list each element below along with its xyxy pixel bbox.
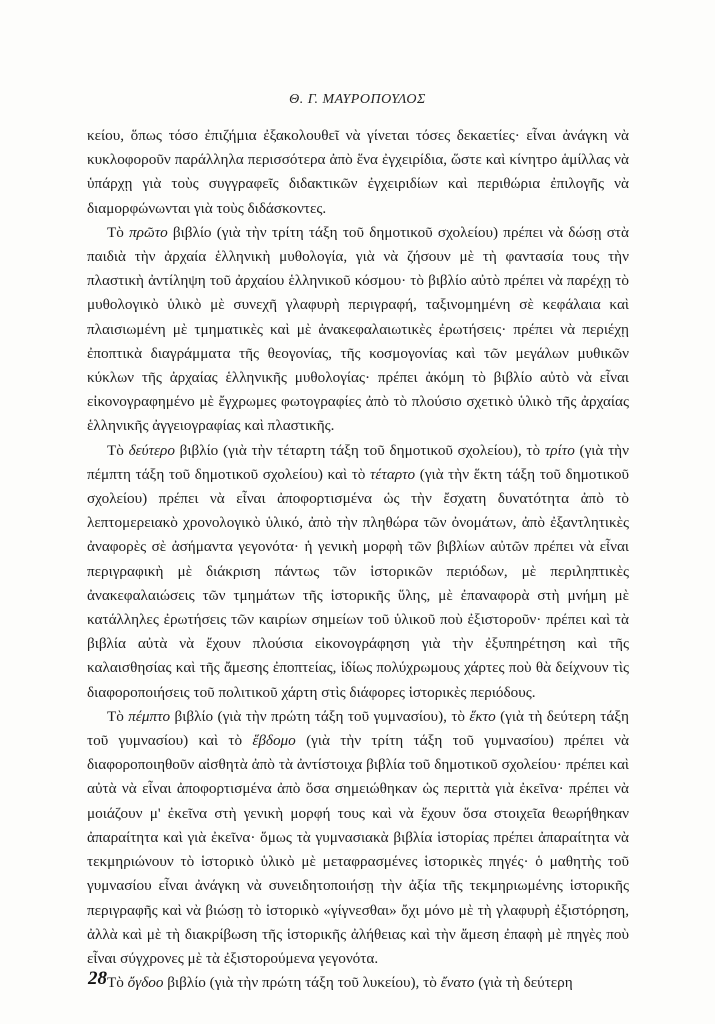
- text-run: κείου, ὅπως τόσο ἐπιζήμια ἐξακολουθεῖ νὰ γίνεται τόσες δεκαετίες· εἶναι ἀνάγκη νὰ κυκλοφοροῦν παράλληλα περισσότερα ἀπὸ ἕνα ἐγχειρίδια, ὥστε καὶ κίνητρο ἁμίλλας νὰ ὑπάρχῃ γιὰ τοὺς συγγραφεῖς διδακτικῶν ἐγχειριδίων καὶ περιθώρια ἐπιλογῆς νὰ διαμορφώνωνται γιὰ τοὺς διδάσκοντες.: [87, 127, 629, 217]
- emphasized-ordinal: πρῶτο: [129, 223, 168, 241]
- text-run: (γιὰ τὴν ἕκτη τάξη τοῦ δημοτικοῦ σχολείου) πρέπει νὰ εἶναι ἀποφορτισμένα ὡς τὴν ἔσχατη δυνατότητα ἀπὸ τὸ λεπτομερειακὸ χρονολογικὸ ὑλικό, ἀπὸ τὴν πληθώρα τῶν ὀνομάτων, ἀπὸ ἐξαντλητικὲς ἀναφορὲς σὲ ἀσήμαντα γεγονότα· ἡ γενικὴ μορφὴ τῶν βιβλίων αὐτῶν πρέπει νὰ εἶναι περιγραφικὴ μὲ διάκριση πάντως τῶν ἱστορικῶν περιόδων, μὲ περιληπτικὲς ἀνακεφαλαιώσεις τῶν τμημάτων τῆς ἱστορικῆς ὕλης, μὲ ἐπαναφορὰ στὴ μνήμη μὲ κατάλληλες ἐρωτήσεις τῶν καιρίων σημείων τοῦ ὑλικοῦ ποὺ ἐξιστοροῦν· πρέπει καὶ τὰ βιβλία αὐτὰ νὰ ἔχουν πλούσια εἰκονογράφηση γιὰ τὴν ἐξυπηρέτηση καὶ τῆς καλαισθησίας καὶ τῆς ἄμεσης ἐποπτείας, ἰδίως πολύχρωμους χάρτες ποὺ θὰ δείχνουν τὶς διαφοροποιήσεις τοῦ πολιτικοῦ χάρτη στὶς διάφορες ἱστορικὲς περιόδους.: [87, 465, 630, 701]
- emphasized-ordinal: τρίτο: [544, 441, 575, 459]
- emphasized-ordinal: τέταρτο: [370, 465, 416, 483]
- page-number: 28: [88, 968, 107, 989]
- body-text: [87, 124, 629, 995]
- emphasized-ordinal: πέμπτο: [128, 707, 171, 725]
- text-run: βιβλίο (γιὰ τὴν τέταρτη τάξη τοῦ δημοτικοῦ σχολείου), τὸ: [174, 441, 545, 459]
- running-head: Θ. Γ. ΜΑΥΡΟΠΟΥΛΟΣ: [289, 92, 426, 107]
- paragraph-2: [87, 221, 629, 439]
- text-run: βιβλίο (γιὰ τὴν πρώτη τάξη τοῦ γυμνασίου), τὸ: [170, 707, 470, 725]
- emphasized-ordinal: ἕβδομο: [252, 732, 296, 750]
- text-run: (γιὰ τὴ δεύτερη: [474, 974, 573, 992]
- paragraph-1: [87, 124, 629, 221]
- text-run: βιβλίο (γιὰ τὴν τρίτη τάξη τοῦ δημοτικοῦ σχολείου) πρέπει νὰ δώσῃ στὰ παιδιὰ τὴν ἀρχαία ἑλληνικὴ μυθολογία, γιὰ νὰ ζήσουν μὲ τὴ φαντασία τους τὴν πλαστικὴ ἀντίληψη τοῦ ἀρχαίου ἑλληνικοῦ κόσμου· τὸ βιβλίο αὐτὸ πρέπει νὰ παρέχῃ τὸ μυθολογικὸ ὑλικὸ μὲ συνεχῆ γλαφυρὴ περιγραφή, ταξινομημένη σὲ κεφάλαια καὶ πλαισιωμένη μὲ τμηματικὲς καὶ μὲ ἀνακεφαλαιωτικὲς ἐρωτήσεις· πρέπει νὰ περιέχῃ ἐποπτικὰ διαγράμματα τῆς θεογονίας, τῆς κοσμογονίας καὶ τῶν μεγάλων μυθικῶν κύκλων τῆς ἀρχαίας ἑλληνικῆς μυθολογίας· πρέπει ἀκόμη τὸ βιβλίο αὐτὸ νὰ εἶναι εἰκονογραφημένο μὲ ἔγχρωμες φωτογραφίες ἀπὸ τὸ πλούσιο σχετικὸ ὑλικὸ τῆς ἀρχαίας ἑλληνικῆς ἀγγειογραφίας καὶ πλαστικῆς.: [87, 223, 629, 435]
- emphasized-ordinal: ἕκτο: [469, 707, 496, 725]
- paragraph-4: [87, 705, 629, 971]
- text-run: Τὸ: [107, 707, 129, 725]
- emphasized-ordinal: ὄγδοο: [127, 974, 164, 992]
- emphasized-ordinal: δεύτερο: [128, 441, 175, 459]
- text-run: (γιὰ τὴ δεύτερη τάξη τοῦ γυμνασίου) καὶ τὸ: [87, 707, 630, 750]
- paragraph-5: [87, 971, 629, 995]
- emphasized-ordinal: ἔνατο: [440, 974, 475, 992]
- text-run: βιβλίο (γιὰ τὴν πρώτη τάξη τοῦ λυκείου), τὸ: [163, 974, 441, 992]
- text-run: Τὸ: [107, 974, 128, 992]
- paragraph-3: [87, 439, 629, 705]
- text-run: (γιὰ τὴν τρίτη τάξη τοῦ γυμνασίου) πρέπει νὰ διαφοροποιηθοῦν αἰσθητὰ ἀπὸ τὰ ἀντίστοιχα βιβλία τοῦ δημοτικοῦ σχολείου· πρέπει καὶ αὐτὰ νὰ εἶναι ἀποφορτισμένα ἀπὸ ὅσα σημειώθηκαν ὡς περιττὰ γιὰ ἐκεῖνα· πρέπει νὰ μοιάζουν μ' ἐκεῖνα στὴ γενικὴ μορφή τους καὶ νὰ ἔχουν ὅσα στοιχεῖα θεωρήθηκαν ἀπαραίτητα καὶ γιὰ ἐκεῖνα· ὅμως τὰ γυμνασιακὰ βιβλία ἱστορίας πρέπει ἀπαραίτητα νὰ τεκμηριώνουν τὸ ἱστορικὸ ὑλικὸ μὲ μεταφρασμένες ἱστορικὲς πηγές· ὁ μαθητὴς τοῦ γυμνασίου εἶναι ἀνάγκη νὰ συνειδητοποιήσῃ τὴν ἀξία τῆς τεκμηριωμένης ἱστορικῆς περιγραφῆς καὶ νὰ βιώσῃ τὸ ἱστορικὸ «γίγνεσθαι» ὄχι μόνο μὲ τὴ γλαφυρὴ ἐξιστόρηση, ἀλλὰ καὶ μὲ τὴ διακρίβωση τῆς ἱστορικῆς ἀλήθειας καὶ τὴν ἄμεση ἐπαφὴ μὲ πηγὲς ποὺ εἶναι σύγχρονες μὲ τὰ ἐξιστορούμενα γεγονότα.: [87, 732, 629, 967]
- text-run: Τὸ: [107, 441, 129, 459]
- text-run: Τὸ: [107, 223, 130, 241]
- text-run: (γιὰ τὴν πέμπτη τάξη τοῦ δημοτικοῦ σχολείου) καὶ τὸ: [87, 441, 629, 483]
